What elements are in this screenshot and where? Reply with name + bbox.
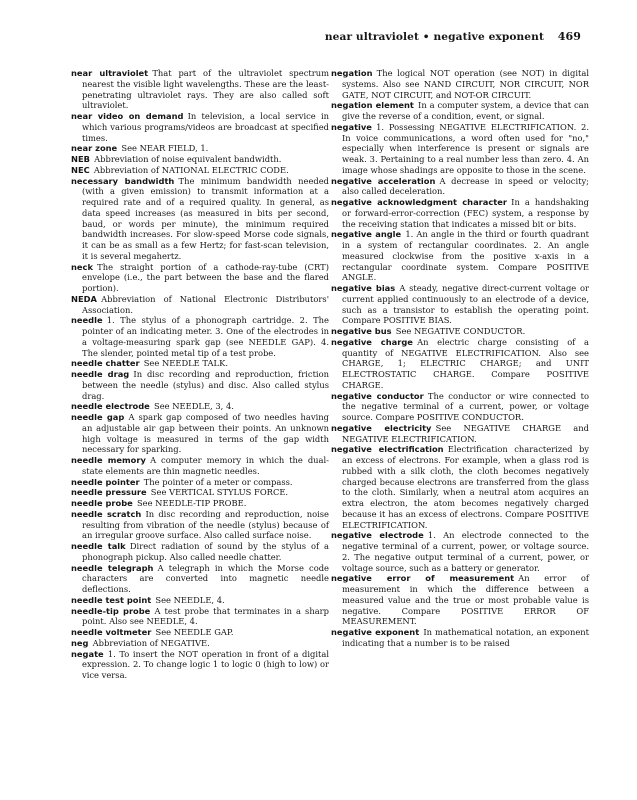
entry-definition: In television, a local service in which various programs/videos are broadcast at specified times. bbox=[82, 111, 330, 143]
entry-term: needle scratch bbox=[71, 508, 142, 519]
entry-definition: The minimum bandwidth needed (with a given emission) to transmit information at a required rate and of a required quality. In general, as data speed increases (as measured in bits per second, baud, or words per minute), the minimum required bandwidth increases. For slow-speed Morse code signals, it can be as small as a few Hertz; for fast-scan television, it is several megahertz. bbox=[82, 175, 329, 261]
entry-term: negate bbox=[71, 648, 104, 659]
entry-term: needle pressure bbox=[71, 487, 147, 498]
entry-term: NEDA bbox=[71, 293, 97, 304]
entry-term: needle talk bbox=[71, 541, 126, 551]
entry-definition: See NEGATIVE CHARGE and NEGATIVE ELECTRIFICATION. bbox=[342, 422, 589, 444]
running-header bbox=[325, 30, 581, 43]
dictionary-entry bbox=[71, 143, 329, 154]
entry-term: needle chatter bbox=[71, 358, 140, 369]
entry-definition: An error of measurement in which the difference between a measured value and the true or most probable value is negative. Compare POSITIVE ERROR OF MEASUREMENT. bbox=[342, 573, 589, 627]
dictionary-entry bbox=[71, 606, 329, 628]
dictionary-entry bbox=[331, 423, 589, 445]
entry-term: needle bbox=[71, 315, 103, 326]
entry-definition: The straight portion of a cathode-ray-tube (CRT) envelope (i.e., the part between the base and the flared portion). bbox=[82, 261, 329, 293]
dictionary-entry bbox=[71, 649, 329, 681]
dictionary-entry bbox=[71, 477, 329, 488]
entry-term: negative bias bbox=[331, 283, 396, 293]
dictionary-entry bbox=[71, 369, 329, 401]
entry-definition: In disc recording and reproduction, friction between the needle (stylus) and disc. Also called stylus drag. bbox=[82, 369, 329, 401]
entry-definition: A computer memory in which the dual-state elements are thin magnetic needles. bbox=[82, 455, 330, 476]
entry-term: negative charge bbox=[331, 336, 413, 347]
entry-term: near ultraviolet bbox=[71, 68, 149, 78]
dictionary-entry bbox=[331, 100, 589, 122]
dictionary-entry bbox=[71, 68, 329, 111]
entry-definition: 1. An angle in the third or fourth quadrant in a system of rectangular coordinates. 2. An angle measured clockwise from the positive x-axis in a rectangular coordinate system. Compare POSITIVE ANGLE. bbox=[342, 229, 589, 283]
entry-definition: 1. To insert the NOT operation in front of a digital expression. 2. To change logic 1 to logic 0 (high to low) or vice versa. bbox=[82, 648, 329, 680]
entry-term: NEC bbox=[71, 164, 90, 175]
entry-definition: See NEEDLE-TIP PROBE. bbox=[136, 498, 247, 508]
dictionary-entry bbox=[71, 111, 329, 143]
entry-definition: Abbreviation of NATIONAL ELECTRIC CODE. bbox=[93, 164, 289, 175]
dictionary-entry bbox=[71, 509, 329, 541]
entry-definition: In disc recording and reproduction, noise resulting from vibration of the needle (stylus) because of an irregular groove surface. Also called surface noise. bbox=[82, 508, 329, 541]
dictionary-entry bbox=[71, 262, 329, 294]
dictionary-entry bbox=[331, 229, 589, 283]
entry-definition: See NEEDLE TALK. bbox=[143, 358, 228, 369]
entry-definition: 1. Possessing NEGATIVE ELECTRIFICATION. 2. In voice communications, a word often used for "no," especially when interference is present or signals are weak. 3. Pertaining to a real number less than zero. 4. An image whose shadings are opposite to those in the scene. bbox=[342, 121, 589, 175]
entry-definition: See NEAR FIELD, 1. bbox=[121, 143, 209, 154]
entry-term: negative acceleration bbox=[331, 175, 436, 186]
dictionary-entry bbox=[71, 563, 329, 595]
left-column bbox=[71, 68, 329, 681]
entry-definition: 1. An electrode connected to the negative terminal of a current, power, or voltage source. 2. The negative output terminal of a current, power, or voltage source, such as a battery or generator. bbox=[342, 530, 589, 573]
entry-definition: A telegraph in which the Morse code characters are converted into magnetic needle deflections. bbox=[82, 562, 329, 594]
entry-term: near zone bbox=[71, 143, 118, 154]
entry-term: NEB bbox=[71, 154, 90, 164]
entry-definition: In a computer system, a device that can give the reverse of a condition, event, or signal. bbox=[342, 100, 589, 121]
entry-term: negative bbox=[331, 121, 372, 132]
entry-term: negative error of measurement bbox=[331, 573, 515, 584]
dictionary-entry bbox=[71, 595, 329, 606]
entry-definition: See NEEDLE, 4. bbox=[155, 594, 225, 605]
entry-term: negative exponent bbox=[331, 627, 420, 637]
entry-term: negative conductor bbox=[331, 390, 424, 401]
entry-term: neg bbox=[71, 637, 89, 648]
dictionary-entry bbox=[331, 391, 589, 423]
entry-term: negation element bbox=[331, 100, 414, 111]
entry-term: negative electrode bbox=[331, 530, 424, 541]
entry-definition: 1. The stylus of a phonograph cartridge. 2. The pointer of an indicating meter. 3. One of the electrodes in a voltage-measuring spark gap (see NEEDLE GAP). 4. The slender, pointed metal tip of a test probe. bbox=[82, 315, 329, 358]
dictionary-entry bbox=[71, 487, 329, 498]
entry-definition: The conductor or wire connected to the negative terminal of a current, power, or voltage source. Compare POSITIVE CONDUCTOR. bbox=[342, 390, 589, 422]
entry-term: needle-tip probe bbox=[71, 605, 151, 616]
header-title: near ultraviolet • negative exponent bbox=[324, 31, 544, 43]
entry-term: near video on demand bbox=[71, 111, 184, 121]
entry-term: negative angle bbox=[331, 229, 402, 240]
entry-definition: A steady, negative direct-current voltage or current applied continuously to an electrode of a device, such as a transistor to establish the operating point. Compare POSITIVE BIAS. bbox=[342, 283, 589, 326]
entry-term: needle electrode bbox=[71, 401, 150, 412]
entry-definition: A test probe that terminates in a sharp point. Also see NEEDLE, 4. bbox=[82, 605, 330, 627]
entry-definition: That part of the ultraviolet spectrum nearest the visible light wavelengths. These are the least-penetrating ultraviolet rays. They are also called soft ultraviolet. bbox=[82, 68, 329, 111]
entry-definition: A spark gap composed of two needles having an adjustable air gap between their points. An unknown high voltage is measured in terms of the gap width necessary for sparking. bbox=[82, 412, 330, 455]
entry-definition: See VERTICAL STYLUS FORCE. bbox=[150, 487, 289, 498]
entry-term: needle drag bbox=[71, 369, 130, 379]
dictionary-entry bbox=[331, 627, 589, 649]
dictionary-entry bbox=[71, 176, 329, 262]
dictionary-entry bbox=[71, 358, 329, 369]
dictionary-entry bbox=[71, 154, 329, 165]
entry-term: negative acknowledgment character bbox=[331, 197, 507, 207]
entry-term: needle voltmeter bbox=[71, 627, 152, 637]
dictionary-entry bbox=[331, 122, 589, 176]
entry-definition: Abbreviation of NEGATIVE. bbox=[92, 637, 210, 648]
entry-definition: In mathematical notation, an exponent indicating that a number is to be raised bbox=[342, 627, 589, 648]
entry-term: negative electricity bbox=[331, 422, 432, 433]
entry-term: needle memory bbox=[71, 455, 146, 465]
dictionary-entry bbox=[331, 573, 589, 627]
dictionary-entry bbox=[71, 627, 329, 638]
entry-term: needle gap bbox=[71, 412, 125, 422]
entry-definition: See NEEDLE GAP. bbox=[155, 627, 234, 637]
entry-term: needle telegraph bbox=[71, 562, 154, 573]
entry-term: negative bus bbox=[331, 326, 392, 336]
dictionary-entry bbox=[331, 337, 589, 391]
dictionary-entry bbox=[71, 541, 329, 563]
entry-term: needle pointer bbox=[71, 476, 140, 487]
entry-definition: In a handshaking or forward-error-correction (FEC) system, a response by the receiving station that indicates a missed bit or bits. bbox=[342, 197, 589, 229]
dictionary-entry bbox=[71, 638, 329, 649]
entry-term: neck bbox=[71, 261, 93, 272]
dictionary-entry bbox=[331, 176, 589, 198]
page-number: 469 bbox=[557, 30, 581, 43]
entry-definition: The logical NOT operation (see NOT) in digital systems. Also see NAND CIRCUIT, NOR CIRCUIT, NOR GATE, NOT CIRCUIT, and NOT-OR CIRCUIT. bbox=[342, 68, 589, 100]
entry-term: negative electrification bbox=[331, 444, 444, 455]
entry-term: needle probe bbox=[71, 498, 133, 508]
dictionary-entry bbox=[331, 444, 589, 530]
dictionary-entry bbox=[71, 412, 329, 455]
dictionary-entry bbox=[71, 401, 329, 412]
entry-term: needle test point bbox=[71, 594, 152, 605]
entry-definition: Abbreviation of National Electronic Distributors' Association. bbox=[82, 293, 329, 315]
dictionary-entry bbox=[71, 315, 329, 358]
dictionary-entry bbox=[71, 294, 329, 316]
dictionary-entry bbox=[71, 165, 329, 176]
entry-definition: See NEGATIVE CONDUCTOR. bbox=[395, 326, 526, 336]
dictionary-entry bbox=[331, 68, 589, 100]
dictionary-entry bbox=[331, 530, 589, 573]
entry-definition: An electric charge consisting of a quantity of NEGATIVE ELECTRIFICATION. Also see CHARGE, 1; ELECTRIC CHARGE; and UNIT ELECTROSTATIC CHARGE. Compare POSITIVE CHARGE. bbox=[342, 336, 589, 390]
entry-definition: Direct radiation of sound by the stylus of a phonograph pickup. Also called needle chatter. bbox=[82, 541, 329, 562]
dictionary-entry bbox=[331, 283, 589, 326]
dictionary-entry bbox=[331, 326, 589, 337]
entry-definition: A decrease in speed or velocity; also called deceleration. bbox=[342, 175, 589, 197]
entry-definition: See NEEDLE, 3, 4. bbox=[153, 401, 234, 412]
entry-definition: Abbreviation of noise equivalent bandwidth. bbox=[94, 154, 282, 164]
dictionary-entry bbox=[331, 197, 589, 229]
dictionary-entry bbox=[71, 498, 329, 509]
dictionary-entry bbox=[71, 455, 329, 477]
entry-definition: Electrification characterized by an excess of electrons. For example, when a glass rod is rubbed with a silk cloth, the cloth becomes negatively charged because electrons are transferred from the glass to the cloth. Similarly, when a neutral atom acquires an extra electron, the atom becomes negatively charged because it has an excess of electrons. Compare POSITIVE ELECTRIFICATION. bbox=[342, 444, 590, 530]
entry-term: necessary bandwidth bbox=[71, 175, 175, 186]
entry-definition: The pointer of a meter or compass. bbox=[143, 476, 293, 487]
entry-term: negation bbox=[331, 68, 373, 78]
right-column bbox=[331, 68, 589, 649]
